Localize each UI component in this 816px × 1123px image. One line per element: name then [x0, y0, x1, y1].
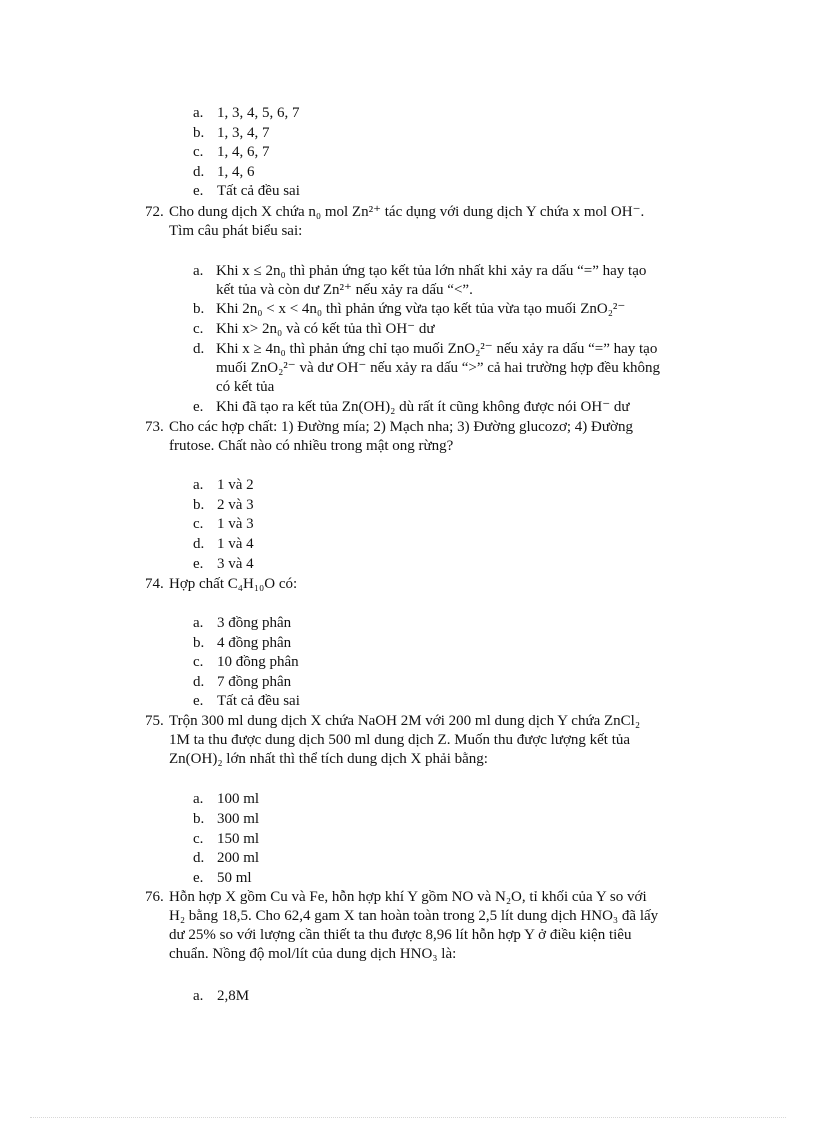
option-label: b. [193, 125, 205, 141]
option-text-line: Khi đã tạo ra kết tủa Zn(OH)₂ dù rất ít cũng không được nói OH⁻ dư [216, 399, 630, 415]
option-text: 1 và 3 [217, 516, 254, 532]
option-text: 1 và 4 [217, 536, 254, 552]
q75-option-d [193, 849, 259, 868]
q71-option-b [193, 124, 270, 143]
page-bottom-divider [30, 1117, 786, 1118]
question-number: 73. [145, 419, 164, 435]
option-text: 150 ml [217, 831, 260, 847]
question-text-line: Trộn 300 ml dung dịch X chứa NaOH 2M với 200 ml dung dịch Y chứa ZnCl₂ [169, 713, 641, 729]
q73-option-c [193, 515, 254, 534]
option-text: 1, 4, 6, 7 [217, 144, 270, 160]
option-label: c. [193, 516, 204, 532]
question-number: 74. [145, 576, 164, 592]
q75-option-c [193, 830, 259, 849]
option-label: e. [193, 399, 204, 415]
option-text: Tất cả đều sai [217, 693, 300, 709]
option-text: 200 ml [217, 850, 260, 866]
q74-option-d [193, 673, 291, 692]
q74-option-c [193, 653, 299, 672]
option-label: d. [193, 674, 205, 690]
option-label: a. [193, 477, 204, 493]
option-text: 3 đồng phân [217, 615, 292, 631]
option-text: 1, 4, 6 [217, 164, 255, 180]
q73-option-a [193, 476, 254, 495]
question-73 [145, 418, 633, 456]
option-label: c. [193, 831, 204, 847]
question-text-line: Cho dung dịch X chứa n₀ mol Zn²⁺ tác dụng với dung dịch Y chứa x mol OH⁻. [169, 204, 645, 220]
option-label: e. [193, 693, 204, 709]
option-text-line: kết tủa và còn dư Zn²⁺ nếu xảy ra dấu “<”. [216, 282, 473, 298]
option-text-line: Khi x ≥ 4n₀ thì phản ứng chỉ tạo muối ZnO₂²⁻ nếu xảy ra dấu “=” hay tạo [216, 341, 658, 357]
option-text: 4 đồng phân [217, 635, 292, 651]
option-label: b. [193, 497, 205, 513]
option-text-line: muối ZnO₂²⁻ và dư OH⁻ nếu xảy ra dấu “>” cả hai trường hợp đều không [216, 360, 660, 376]
option-text: 7 đồng phân [217, 674, 292, 690]
question-text-line: 1M ta thu được dung dịch 500 ml dung dịch Z. Muốn thu được lượng kết tủa [169, 732, 631, 748]
option-text: 2,8M [217, 988, 250, 1004]
q75-option-b [193, 810, 259, 829]
option-label: b. [193, 811, 205, 827]
question-number: 76. [145, 889, 164, 905]
q71-option-e [193, 182, 300, 201]
question-text-line: H₂ bằng 18,5. Cho 62,4 gam X tan hoàn toàn trong 2,5 lít dung dịch HNO₃ đã lấy [169, 908, 659, 924]
option-text: 3 và 4 [217, 556, 254, 572]
option-text-line: Khi x> 2n₀ và có kết tủa thì OH⁻ dư [216, 321, 435, 337]
q75-option-e [193, 869, 252, 888]
option-text-line: Khi x ≤ 2n₀ thì phản ứng tạo kết tủa lớn nhất khi xảy ra dấu “=” hay tạo [216, 263, 647, 279]
q71-option-d [193, 163, 255, 182]
question-number: 75. [145, 713, 164, 729]
option-text: Tất cả đều sai [217, 183, 300, 199]
q73-option-e [193, 555, 254, 574]
q71-option-a [193, 104, 300, 123]
option-label: e. [193, 870, 204, 886]
question-text-line: Zn(OH)₂ lớn nhất thì thể tích dung dịch X phải bằng: [169, 751, 488, 767]
q72-option-a [193, 262, 693, 300]
question-75 [145, 712, 640, 769]
option-label: b. [193, 301, 205, 317]
option-label: d. [193, 850, 205, 866]
option-label: c. [193, 321, 204, 337]
option-text: 1, 3, 4, 7 [217, 125, 270, 141]
option-label: a. [193, 105, 204, 121]
option-label: e. [193, 183, 204, 199]
q72-option-d [193, 340, 693, 397]
option-label: c. [193, 654, 204, 670]
question-text-line: Hợp chất C₄H₁₀O có: [169, 576, 298, 592]
option-text-line: Khi 2n₀ < x < 4n₀ thì phản ứng vừa tạo kết tủa vừa tạo muối ZnO₂²⁻ [216, 301, 626, 317]
q74-option-b [193, 634, 291, 653]
option-label: d. [193, 164, 205, 180]
option-text: 100 ml [217, 791, 260, 807]
option-label: c. [193, 144, 204, 160]
option-label: a. [193, 615, 204, 631]
option-label: b. [193, 635, 205, 651]
option-label: d. [193, 341, 205, 357]
q74-option-a [193, 614, 291, 633]
q72-option-b [193, 300, 693, 319]
question-text-line: Hỗn hợp X gồm Cu và Fe, hỗn hợp khí Y gồm NO và N₂O, tỉ khối của Y so với [169, 889, 647, 905]
q73-option-b [193, 496, 254, 515]
option-text: 10 đồng phân [217, 654, 299, 670]
option-text: 2 và 3 [217, 497, 254, 513]
q72-option-e [193, 398, 693, 417]
q72-option-c [193, 320, 693, 339]
question-text-line: Cho các hợp chất: 1) Đường mía; 2) Mạch nha; 3) Đường glucozơ; 4) Đường [169, 419, 633, 435]
option-text: 300 ml [217, 811, 260, 827]
question-76 [145, 888, 658, 964]
option-label: e. [193, 556, 204, 572]
q73-option-d [193, 535, 254, 554]
question-74 [145, 575, 297, 594]
q71-option-c [193, 143, 270, 162]
option-label: d. [193, 536, 205, 552]
q76-option-a [193, 987, 249, 1006]
option-text: 1, 3, 4, 5, 6, 7 [217, 105, 300, 121]
option-label: a. [193, 988, 204, 1004]
option-text: 1 và 2 [217, 477, 254, 493]
question-text-line: Tìm câu phát biểu sai: [169, 223, 303, 239]
q75-option-a [193, 790, 259, 809]
q74-option-e [193, 692, 300, 711]
question-text-line: chuẩn. Nồng độ mol/lít của dung dịch HNO₃ là: [169, 946, 457, 962]
question-72 [145, 203, 644, 241]
question-text-line: dư 25% so với lượng cần thiết ta thu được 8,96 lít hỗn hợp Y ở điều kiện tiêu [169, 927, 632, 943]
option-text-line: có kết tủa [216, 379, 275, 395]
question-text-line: frutose. Chất nào có nhiều trong mật ong rừng? [169, 438, 454, 454]
option-text: 50 ml [217, 870, 252, 886]
question-number: 72. [145, 204, 164, 220]
option-label: a. [193, 263, 204, 279]
option-label: a. [193, 791, 204, 807]
